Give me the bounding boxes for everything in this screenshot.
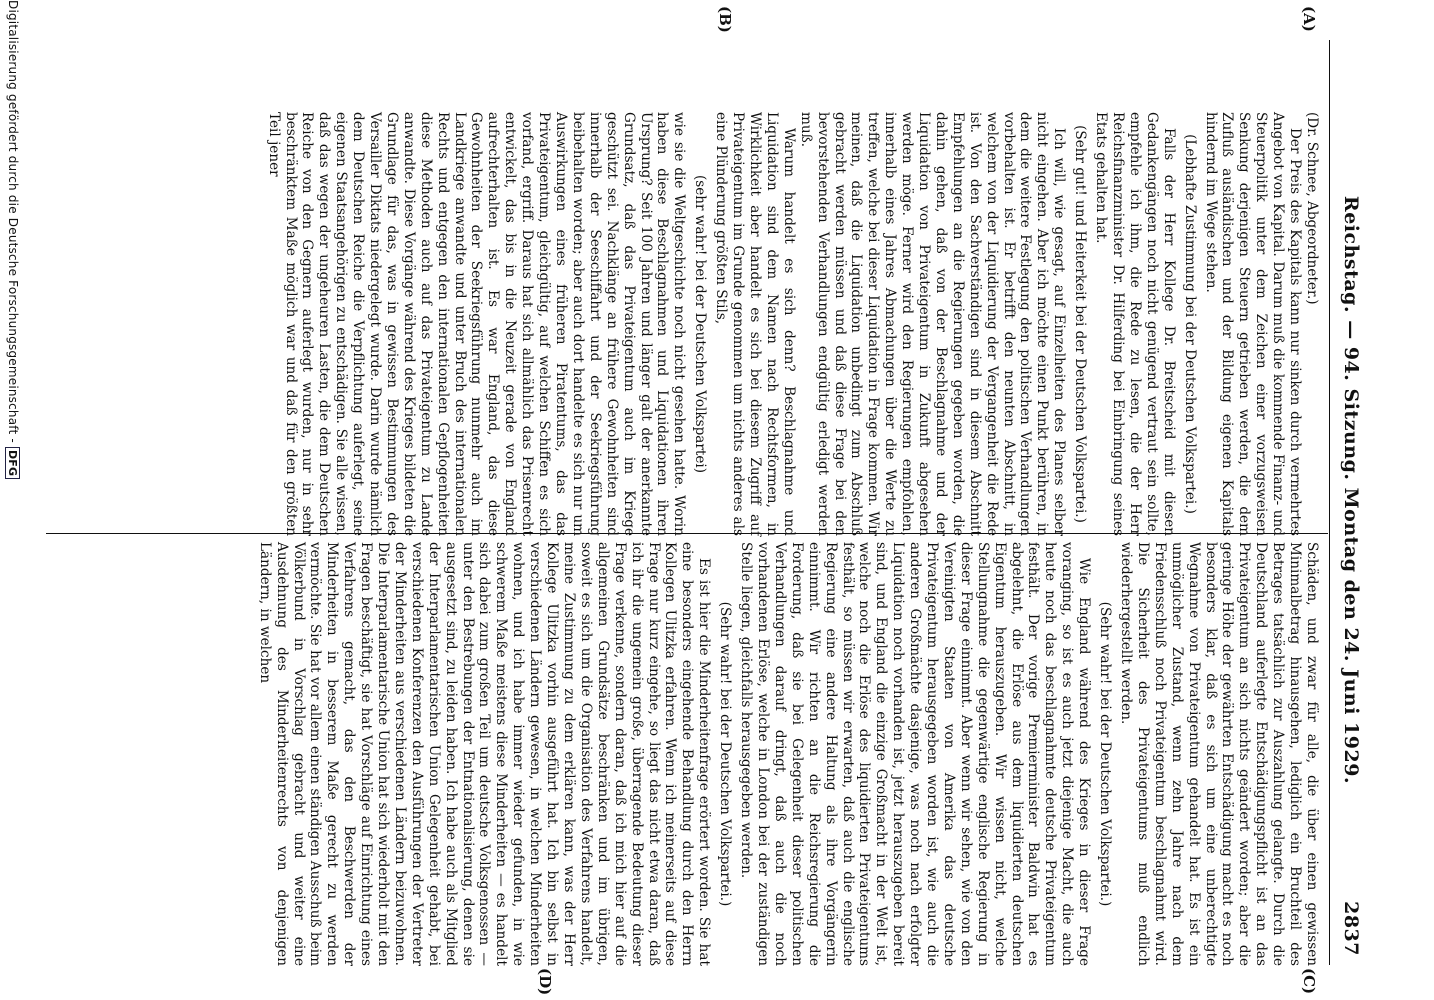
margin-letter-c: (C) — [1300, 968, 1318, 995]
paragraph: Es ist hier die Minderheitenfrage erörtert worden. Sie hat eine besonders eingehende Behandlung durch den Herrn Kollegen Ulitzka erfahren. Wenn ich meinerseits auf diese Frage nur kurz eingehe, so liegt das nicht etwa daran, daß ich ihr die ungemein große, überragende Bedeutung dieser Frage verkenne, sondern daran, daß ich mich hier auf die allgemeinen Grundsätze beschränken und im übrigen, soweit es sich um die Organisation des Verfahrens handelt, meine Zustimmung zu dem erklären kann, was der Herr Kollege Ulitzka vorhin ausgeführt hat. Ich bin selbst in verschiedenen Ländern gewesen, in welchen Minderheiten wohnen, und ich habe immer wieder gefunden, in wie schwerem Maße meistens diese Minderheiten — es handelt sich dabei zum großen Teil um deutsche Volksgenossen — unter den Bestrebungen der Entnationalisierung, denen sie ausgesetzt sind, zu leiden haben. Ich habe auch als Mitglied der Interparlamentarischen Union Gelegenheit gehabt, bei verschiedenen Konferenzen den Ausführungen der Vertreter der Minderheiten aus verschiedenen Ländern beizuwohnen. Die Interparlamentarische Union hat sich wiederholt mit den Fragen beschäftigt, sie hat Vorschläge auf Einrichtung eines Verfahrens gemacht, das den Beschwerden der Minderheiten in besserem Maße gerecht zu werden vermöchte. Sie hat vor allem einen ständigen Ausschuß beim Völkerbund in Vorschlag gebracht und weiter eine Ausdehnung des Minderheitenrechts von denjenigen Ländern, in welchen — [256, 542, 713, 966]
paragraph: Wie England während des Krieges in dieser Frage voranging, so ist es auch jetzt diejenige Macht, die auch heute noch das beschlagnahmte deutsche Privateigentum festhält. Der vorige Premierminister Baldwin hat es abgelehnt, die Erlöse aus dem liquidierten deutschen Eigentum herauszugeben. Wir wissen nicht, welche Stellungnahme die gegenwärtige englische Regierung in dieser Frage einnimmt. Aber wenn wir sehen, wie von den Vereinigten Staaten von Amerika das deutsche Privateigentum herausgegeben worden ist, wie auch die anderen Großmächte dasjenige, was noch nach erfolgter Liquidation noch vorhanden ist, jetzt herauszugeben bereit sind, und England die einzige Großmacht in der Welt ist, welche noch die Erlöse des liquidierten Privateigentums festhält, so müssen wir erwarten, daß auch die englische Regierung eine andere Haltung als ihre Vorgängerin einnimmt. Wir richten an die Reichsregierung die Forderung, daß sie bei Gelegenheit dieser politischen Verhandlungen darauf dringt, daß auch die noch vorhandenen Erlöse, welche in London bei der zuständigen Stelle liegen, gleichfalls herausgegeben werden. — [738, 542, 1093, 966]
margin-letter-d: (D) — [536, 968, 554, 996]
margin-letter-a: (A) — [1300, 6, 1318, 32]
dfg-logo: DFG — [5, 447, 20, 479]
page-number: 2837 — [1340, 901, 1362, 956]
page-header — [1332, 40, 1368, 956]
footer-text: Digitalisierung gefördert durch die Deutsche Forschungsgemeinschaft - — [6, 0, 20, 443]
paragraph: Schäden, und zwar für alle, die über einen gewissen Minimalbetrag hinausgehen, lediglich ein Bruchteil des Betrages tatsächlich zur Auszahlung gelangte. Durch die Deutschland auferlegte Entschädigungspflicht ist an das Privateigentum an sich nichts geändert worden; aber die geringe Höhe der gewährten Entschädigung macht es noch besonders klar, daß es sich um eine unberechtigte Wegnahme von Privateigentum gehandelt hat. Es ist ein unmöglicher Zustand, wenn zehn Jahre nach dem Friedensschluß noch Privateigentum beschlagnahmt wird. Die Sicherheit des Privateigentums muß endlich wiederhergestellt werden. — [1118, 542, 1320, 966]
left-text-column — [265, 112, 1320, 536]
margin-letter-b: (B) — [716, 6, 734, 33]
interjection: (sehr wahr! bei der Deutschen Volkspartei) — [692, 174, 709, 474]
interjection: (Lebhafte Zustimmung bei der Deutschen Volkspartei.) — [1181, 134, 1198, 514]
digitization-footer — [5, 0, 20, 1000]
paragraph: wie sie die Weltgeschichte noch nicht gesehen hatte. Worin haben diese Beschlagnahmen und Liquidationen ihren Ursprung? Seit 100 Jahren und länger galt der anerkannte Grundsatz, daß das Privateigentum auch im Kriege geschützt sei. Nachklänge an frühere Gewohnheiten sind innerhalb der Seeschiffahrt und der Seekriegsführung beibehalten worden; aber auch dort handelte es sich nur um Auswirkungen eines früheren Piratentums, das das Privateigentum, gleichgültig, auf welchen Schiffen es sich vorfand, ergriff. Daraus hat sich allmählich das Prisenrecht entwickelt, das bis in die Neuzeit gerade von England aufrechterhalten ist. Es war England, das diese Gewohnheiten der Seekriegsführung nunmehr auch im Landkriege anwandte und unter Bruch des internationalen Rechts und entgegen den internationalen Gepflogenheiten diese Methoden auch auf das Privateigentum zu Lande anwandte. Diese Vorgänge während des Krieges bildeten die Grundlage für das, was in gewissen Bestimmungen des Versailler Diktats niedergelegt wurde. Darin wurde nämlich dem Deutschen Reiche die Verpflichtung auferlegt, seine eigenen Staatsangehörigen zu entschädigen. Sie alle wissen, daß das wegen der ungeheuren Lasten, die dem Deutschen Reiche von den Gegnern auferlegt wurden, nur in sehr beschränktem Maße möglich war und daß für den größten Teil jener — [265, 112, 688, 536]
paragraph: (Dr. Schnee, Abgeordneter.) — [1304, 112, 1320, 305]
paragraph: Ich will, wie gesagt, auf Einzelheiten des Planes selber nicht eingehen. Aber ich möchte einen Punkt berühren, in dem die weitere Festlegung den politischen Verhandlungen vorbehalten ist. Er betrifft den neunten Abschnitt, in welchem von der Liquidierung der Vergangenheit die Rede ist. Von den Sachverständigen sind in diesem Abschnitt Empfehlungen an die Regierungen gegeben worden, die dahin gehen, daß von der Beschlagnahme und der Liquidation von Privateigentum in Zukunft abgesehen werden möge. Ferner wird den Regierungen empfohlen, innerhalb eines Jahres Abmachungen über die Werte zu treffen, welche bei dieser Liquidation in Frage kommen. Wir meinen, daß die Liquidation unbedingt zum Abschluß gebracht werden müssen und daß diese Frage bei den bevorstehenden Verhandlungen endgültig erledigt werden muß. — [797, 112, 1068, 536]
right-text-column — [256, 542, 1320, 966]
interjection: (Sehr gut! und Heiterkeit bei der Deutschen Volkspartei.) — [1072, 125, 1089, 523]
interjection: (Sehr wahr! bei der Deutschen Volkspartei.) — [1097, 601, 1114, 907]
interjection: (Sehr wahr! bei der Deutschen Volkspartei.) — [717, 601, 734, 907]
column-divider — [46, 533, 1328, 534]
header-title: Reichstag. — 94. Sitzung. Montag den 24. Juni 1929. — [1340, 195, 1362, 785]
paragraph: Falls der Herr Kollege Dr. Breitscheid mit diesen Gedankengängen noch nicht genügend vertraut sein sollte, empfehle ich ihm, die Rede zu lesen, die der Herr Reichsfinanzminister Dr. Hilferding bei Einbringung seines Etats gehalten hat. — [1093, 112, 1177, 536]
header-rule — [1329, 40, 1330, 965]
paragraph: Warum handelt es sich denn? Beschlagnahme und Liquidation sind dem Namen nach Rechtsformen, in Wirklichkeit aber handelt es sich bei diesem Zugriff auf Privateigentum im Grunde genommen um nichts anderes als eine Plünderung größten Stils, — [713, 112, 797, 536]
paragraph: Der Preis des Kapitals kann nur sinken durch vermehrtes Angebot von Kapital. Darum muß die kommende Finanz- und Steuerpolitik unter dem Zeichen einer vorzugsweisen Senkung derjenigen Steuern getrieben werden, die dem Zufluß ausländischen und der Bildung eigenen Kapitals hindernd im Wege stehen. — [1202, 112, 1304, 536]
